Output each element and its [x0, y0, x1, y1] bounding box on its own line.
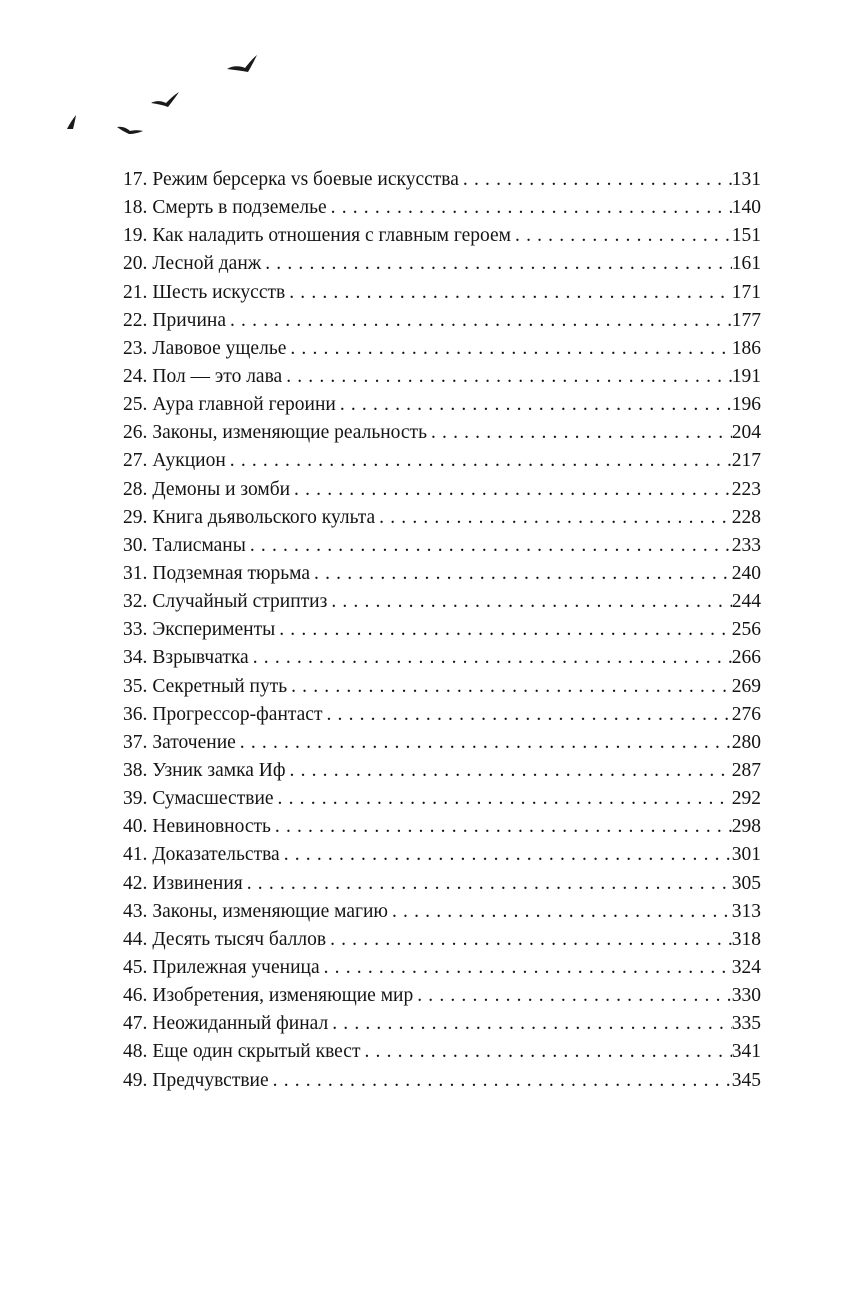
chapter-number: 43.	[123, 900, 148, 922]
toc-entry	[123, 194, 761, 222]
chapter-title: Заточение	[152, 731, 236, 753]
chapter-title: Неожиданный финал	[152, 1013, 329, 1035]
dot-leader	[226, 447, 732, 475]
toc-entry	[123, 419, 761, 447]
toc-entry	[123, 673, 761, 701]
toc-entry	[123, 391, 761, 419]
toc-entry	[123, 701, 761, 729]
toc-entry	[123, 166, 761, 194]
toc-entry	[123, 476, 761, 504]
dot-leader	[327, 588, 731, 616]
chapter-title: Пол — это лава	[152, 365, 283, 387]
page-number: 217	[731, 450, 761, 472]
toc-entry	[123, 307, 761, 335]
dot-leader	[327, 194, 732, 222]
chapter-number: 21.	[123, 281, 148, 303]
chapter-number: 45.	[123, 956, 148, 978]
chapter-number: 47.	[123, 1013, 148, 1035]
chapter-title: Узник замка Иф	[152, 759, 286, 781]
chapter-number: 32.	[123, 591, 148, 613]
chapter-title: Доказательства	[152, 844, 280, 866]
page-number: 228	[731, 506, 761, 528]
page-number: 256	[731, 619, 761, 641]
toc-entry	[123, 644, 761, 672]
table-of-contents	[123, 166, 761, 1095]
toc-entry	[123, 447, 761, 475]
chapter-number: 41.	[123, 844, 148, 866]
toc-entry	[123, 222, 761, 250]
chapter-title: Подземная тюрьма	[152, 562, 311, 584]
chapter-number: 18.	[123, 197, 148, 219]
toc-entry	[123, 363, 761, 391]
dot-leader	[261, 250, 732, 278]
toc-entry	[123, 954, 761, 982]
dot-leader	[287, 673, 732, 701]
page-number: 244	[731, 591, 761, 613]
page-number: 305	[731, 872, 761, 894]
chapter-number: 44.	[123, 928, 148, 950]
dot-leader	[249, 644, 732, 672]
flying-birds-icon	[55, 45, 275, 145]
page-number: 318	[731, 928, 761, 950]
page-number: 233	[731, 534, 761, 556]
page-number: 301	[731, 844, 761, 866]
dot-leader	[280, 841, 732, 869]
chapter-number: 37.	[123, 731, 148, 753]
chapter-number: 46.	[123, 985, 148, 1007]
dot-leader	[275, 616, 732, 644]
chapter-title: Причина	[152, 309, 226, 331]
toc-entry	[123, 757, 761, 785]
chapter-number: 34.	[123, 647, 148, 669]
dot-leader	[459, 166, 732, 194]
dot-leader	[286, 335, 731, 363]
chapter-title: Как наладить отношения с главным героем	[152, 225, 512, 247]
chapter-number: 22.	[123, 309, 148, 331]
page-number: 280	[731, 731, 761, 753]
dot-leader	[290, 476, 732, 504]
page-number: 341	[731, 1041, 761, 1063]
dot-leader	[269, 1067, 732, 1095]
chapter-title: Прогрессор-фантаст	[152, 703, 323, 725]
chapter-number: 49.	[123, 1069, 148, 1091]
dot-leader	[286, 757, 732, 785]
dot-leader	[271, 813, 732, 841]
page-number: 131	[731, 169, 761, 190]
page-number: 313	[731, 900, 761, 922]
chapter-number: 38.	[123, 759, 148, 781]
toc-entry	[123, 1038, 761, 1066]
chapter-title: Лесной данж	[152, 253, 262, 275]
page-number: 140	[731, 197, 761, 219]
chapter-number: 19.	[123, 225, 148, 247]
toc-entry	[123, 1067, 761, 1095]
chapter-title: Предчувствие	[152, 1069, 269, 1091]
toc-entry	[123, 813, 761, 841]
chapter-number: 28.	[123, 478, 148, 500]
chapter-title: Аура главной героини	[152, 394, 336, 416]
chapter-number: 31.	[123, 562, 148, 584]
page-number: 151	[731, 225, 761, 247]
chapter-number: 25.	[123, 394, 148, 416]
dot-leader	[427, 419, 732, 447]
chapter-number: 23.	[123, 337, 148, 359]
toc-entry	[123, 279, 761, 307]
chapter-title: Невиновность	[152, 816, 271, 838]
page-number: 287	[731, 759, 761, 781]
toc-entry	[123, 588, 761, 616]
page-number: 204	[731, 422, 761, 444]
toc-entry	[123, 926, 761, 954]
toc-entry	[123, 250, 761, 278]
dot-leader	[361, 1038, 732, 1066]
chapter-title: Демоны и зомби	[152, 478, 291, 500]
dot-leader	[388, 898, 732, 926]
chapter-title: Извинения	[152, 872, 243, 894]
dot-leader	[246, 532, 732, 560]
chapter-number: 33.	[123, 619, 148, 641]
chapter-title: Законы, изменяющие магию	[152, 900, 388, 922]
dot-leader	[236, 729, 732, 757]
page-number: 177	[731, 309, 761, 331]
toc-entry	[123, 898, 761, 926]
chapter-title: Смерть в подземелье	[152, 197, 327, 219]
toc-entry	[123, 532, 761, 560]
page-number: 240	[731, 562, 761, 584]
bird-icon	[151, 92, 179, 107]
chapter-title: Шесть искусств	[152, 281, 286, 303]
toc-entry	[123, 560, 761, 588]
chapter-title: Талисманы	[152, 534, 246, 556]
chapter-number: 27.	[123, 450, 148, 472]
chapter-title: Законы, изменяющие реальность	[152, 422, 427, 444]
chapter-title: Аукцион	[152, 450, 226, 472]
dot-leader	[413, 982, 732, 1010]
chapter-number: 26.	[123, 422, 148, 444]
toc-entry	[123, 729, 761, 757]
page-number: 196	[731, 394, 761, 416]
toc-entry	[123, 982, 761, 1010]
chapter-title: Десять тысяч баллов	[152, 928, 327, 950]
chapter-number: 30.	[123, 534, 148, 556]
page-number: 223	[731, 478, 761, 500]
page-number: 269	[731, 675, 761, 697]
bird-icon	[117, 127, 143, 134]
dot-leader	[310, 560, 732, 588]
chapter-title: Режим берсерка vs боевые искусства	[152, 169, 459, 190]
toc-entry	[123, 335, 761, 363]
toc-entry	[123, 616, 761, 644]
chapter-number: 48.	[123, 1041, 148, 1063]
chapter-number: 17.	[123, 169, 148, 190]
dot-leader	[282, 363, 732, 391]
chapter-title: Лавовое ущелье	[152, 337, 287, 359]
page-number: 335	[731, 1013, 761, 1035]
dot-leader	[326, 926, 732, 954]
chapter-number: 35.	[123, 675, 148, 697]
chapter-title: Взрывчатка	[152, 647, 249, 669]
dot-leader	[320, 954, 732, 982]
page-number: 292	[731, 788, 761, 810]
dot-leader	[226, 307, 732, 335]
bird-icon	[67, 115, 76, 129]
toc-entry	[123, 504, 761, 532]
chapter-title: Книга дьявольского культа	[152, 506, 376, 528]
page-number: 324	[731, 956, 761, 978]
page-number: 298	[731, 816, 761, 838]
chapter-number: 24.	[123, 365, 148, 387]
chapter-title: Еще один скрытый квест	[152, 1041, 361, 1063]
dot-leader	[285, 279, 732, 307]
chapter-title: Прилежная ученица	[152, 956, 320, 978]
chapter-title: Эксперименты	[152, 619, 276, 641]
chapter-number: 36.	[123, 703, 148, 725]
toc-entry	[123, 841, 761, 869]
chapter-number: 20.	[123, 253, 148, 275]
chapter-title: Случайный стриптиз	[152, 591, 328, 613]
toc-entry	[123, 785, 761, 813]
chapter-number: 29.	[123, 506, 148, 528]
dot-leader	[274, 785, 732, 813]
chapter-title: Сумасшествие	[152, 788, 274, 810]
chapter-number: 42.	[123, 872, 148, 894]
page-number: 276	[731, 703, 761, 725]
page-number: 186	[731, 337, 761, 359]
dot-leader	[322, 701, 731, 729]
dot-leader	[375, 504, 732, 532]
dot-leader	[336, 391, 732, 419]
page-number: 171	[731, 281, 761, 303]
dot-leader	[328, 1010, 732, 1038]
dot-leader	[511, 222, 732, 250]
toc-entry	[123, 870, 761, 898]
page-number: 330	[731, 985, 761, 1007]
page-number: 266	[731, 647, 761, 669]
chapter-number: 39.	[123, 788, 148, 810]
bird-icon	[227, 55, 257, 72]
page-number: 345	[731, 1069, 761, 1091]
page-number: 191	[731, 365, 761, 387]
chapter-number: 40.	[123, 816, 148, 838]
page-number: 161	[731, 253, 761, 275]
dot-leader	[243, 870, 732, 898]
chapter-title: Секретный путь	[152, 675, 288, 697]
toc-entry	[123, 1010, 761, 1038]
chapter-title: Изобретения, изменяющие мир	[152, 985, 414, 1007]
